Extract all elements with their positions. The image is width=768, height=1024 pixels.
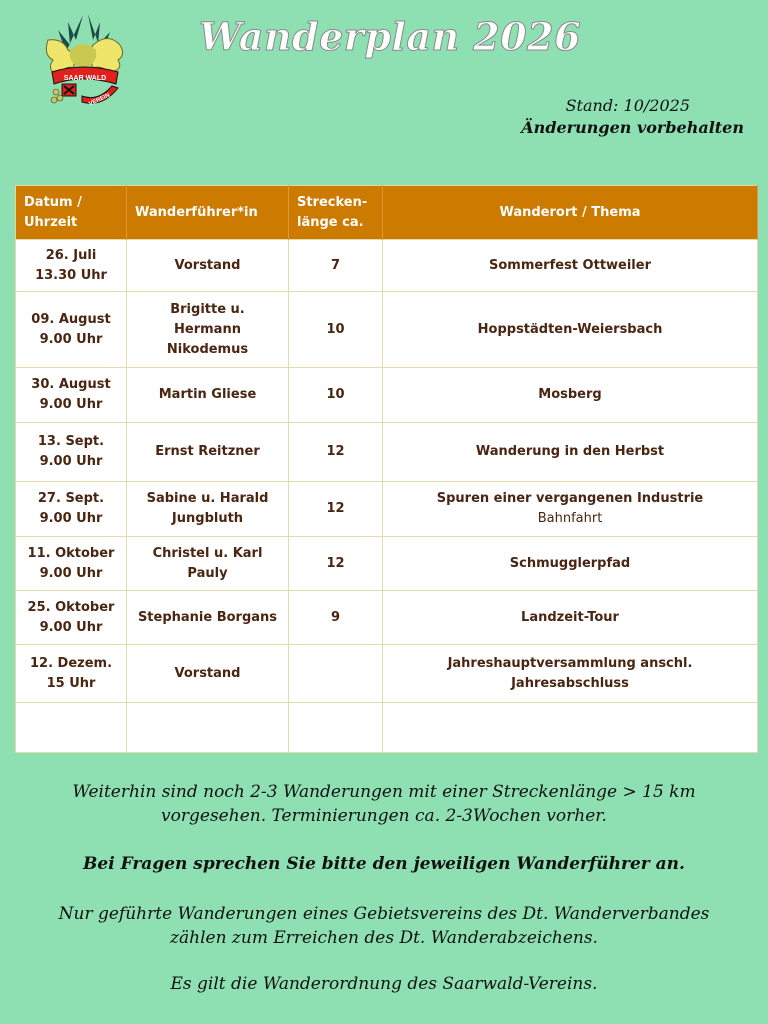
header-line: Datum /	[24, 194, 82, 210]
header-line: länge ca.	[297, 214, 364, 230]
header-line: Wanderführer*in	[135, 204, 258, 220]
cell-line: Vorstand	[174, 665, 241, 681]
footer-note-longer-hikes	[0, 780, 768, 828]
cell-place	[383, 482, 758, 537]
table-row	[16, 591, 758, 645]
table-row	[16, 368, 758, 423]
cell-line: 12. Dezem.	[29, 655, 113, 671]
footer-line: zählen zum Erreichen des Dt. Wanderabzeichens.	[170, 928, 598, 948]
cell-date	[16, 368, 127, 423]
svg-text:VEREIN: VEREIN	[88, 92, 111, 108]
footer-note-rules: Es gilt die Wanderordnung des Saarwald-Vereins.	[170, 974, 598, 994]
place-title: Hoppstädten-Weiersbach	[477, 321, 663, 337]
cell-line: 13. Sept.	[37, 434, 105, 449]
cell-line: Martin Gliese	[158, 387, 257, 402]
footer-note-questions: Bei Fragen sprechen Sie bitte den jeweiligen Wanderführer an.	[83, 854, 685, 874]
cell-place	[383, 292, 758, 368]
cell-line: Pauly	[187, 565, 228, 581]
cell-date	[16, 537, 127, 591]
place-title: Wanderung in den Herbst	[475, 444, 665, 459]
cell-line: Ernst Reitzner	[155, 444, 260, 459]
cell-line: 15 Uhr	[46, 675, 96, 691]
place-title: Landzeit-Tour	[521, 609, 619, 625]
cell-length	[289, 645, 383, 703]
table-row	[16, 645, 758, 703]
cell-place	[383, 703, 758, 753]
cell-line: Stephanie Borgans	[137, 609, 278, 625]
header-line: Uhrzeit	[24, 214, 78, 230]
footer-line: vorgesehen. Terminierungen ca. 2-3Wochen vorher.	[161, 806, 607, 826]
cell-place	[383, 240, 758, 292]
place-title: Schmugglerpfad	[509, 555, 631, 571]
cell-guide	[127, 591, 289, 645]
cell-line: Sabine u. Harald	[146, 491, 269, 506]
cell-line: 9.00 Uhr	[39, 511, 103, 526]
cell-place	[383, 591, 758, 645]
header-line: Strecken-	[297, 194, 368, 210]
cell-date	[16, 591, 127, 645]
cell-date	[16, 240, 127, 292]
place-note: Bahnfahrt	[537, 511, 603, 526]
cell-guide	[127, 292, 289, 368]
cell-guide	[127, 482, 289, 537]
cell-line: Nikodemus	[166, 341, 249, 357]
cell-place	[383, 645, 758, 703]
cell-place	[383, 537, 758, 591]
cell-date	[16, 423, 127, 482]
footer-line: Weiterhin sind noch 2-3 Wanderungen mit einer Streckenlänge > 15 km	[72, 782, 696, 802]
cell-length	[289, 703, 383, 753]
cell-place	[383, 368, 758, 423]
changes-note: Änderungen vorbehalten	[521, 118, 744, 137]
cell-place	[383, 423, 758, 482]
table-row	[16, 292, 758, 368]
saarwald-verein-logo	[38, 10, 128, 110]
table-header-row	[16, 186, 758, 240]
place-note: Jahresabschluss	[511, 675, 629, 691]
table-row	[16, 482, 758, 537]
cell-line: 13.30 Uhr	[35, 267, 107, 283]
cell-line: 9.00 Uhr	[39, 619, 103, 635]
cell-date	[16, 482, 127, 537]
cell-length: 12	[289, 482, 383, 537]
cell-line: Brigitte u.	[170, 301, 245, 317]
cell-date	[16, 645, 127, 703]
column-header-guide	[127, 186, 289, 240]
cell-length: 10	[289, 368, 383, 423]
cell-guide	[127, 703, 289, 753]
table-row	[16, 703, 758, 753]
footer-line: Nur geführte Wanderungen eines Gebietsvereins des Dt. Wanderverbandes	[58, 904, 710, 924]
cell-line: 9.00 Uhr	[39, 565, 103, 581]
cell-length: 12	[289, 537, 383, 591]
footer-note-badge	[0, 902, 768, 950]
cell-line: 25. Oktober	[27, 599, 115, 615]
table-row	[16, 537, 758, 591]
cell-line: 9.00 Uhr	[39, 397, 103, 412]
cell-line: Hermann	[174, 321, 241, 337]
stand-date: Stand: 10/2025	[565, 96, 690, 115]
cell-length: 9	[289, 591, 383, 645]
table-row	[16, 240, 758, 292]
cell-guide	[127, 537, 289, 591]
cell-line: 26. Juli	[45, 247, 97, 263]
column-header-date	[16, 186, 127, 240]
cell-line: 30. August	[31, 377, 111, 392]
place-title: Jahreshauptversammlung anschl.	[447, 655, 693, 671]
cell-guide	[127, 368, 289, 423]
page-title: Wanderplan 2026	[198, 14, 582, 59]
table-row	[16, 423, 758, 482]
cell-date	[16, 703, 127, 753]
cell-length: 12	[289, 423, 383, 482]
header-line: Wanderort / Thema	[499, 204, 641, 220]
cell-line: 09. August	[31, 311, 111, 327]
cell-line: Jungbluth	[171, 511, 244, 526]
column-header-place	[383, 186, 758, 240]
cell-date	[16, 292, 127, 368]
cell-guide	[127, 423, 289, 482]
column-header-length	[289, 186, 383, 240]
cell-line: Christel u. Karl	[152, 545, 263, 561]
hiking-schedule-table-wrap	[15, 185, 758, 753]
svg-text:SAAR WALD: SAAR WALD	[63, 75, 107, 82]
cell-line: 9.00 Uhr	[39, 454, 103, 469]
cell-guide	[127, 240, 289, 292]
hiking-schedule-table	[15, 185, 758, 753]
cell-length: 10	[289, 292, 383, 368]
cell-line: 9.00 Uhr	[39, 331, 103, 347]
cell-line: 27. Sept.	[37, 491, 105, 506]
cell-guide	[127, 645, 289, 703]
cell-line: 11. Oktober	[27, 545, 115, 561]
cell-line: Vorstand	[174, 257, 241, 273]
place-title: Sommerfest Ottweiler	[488, 257, 651, 273]
place-title: Mosberg	[538, 387, 602, 402]
cell-length: 7	[289, 240, 383, 292]
place-title: Spuren einer vergangenen Industrie	[436, 491, 704, 506]
